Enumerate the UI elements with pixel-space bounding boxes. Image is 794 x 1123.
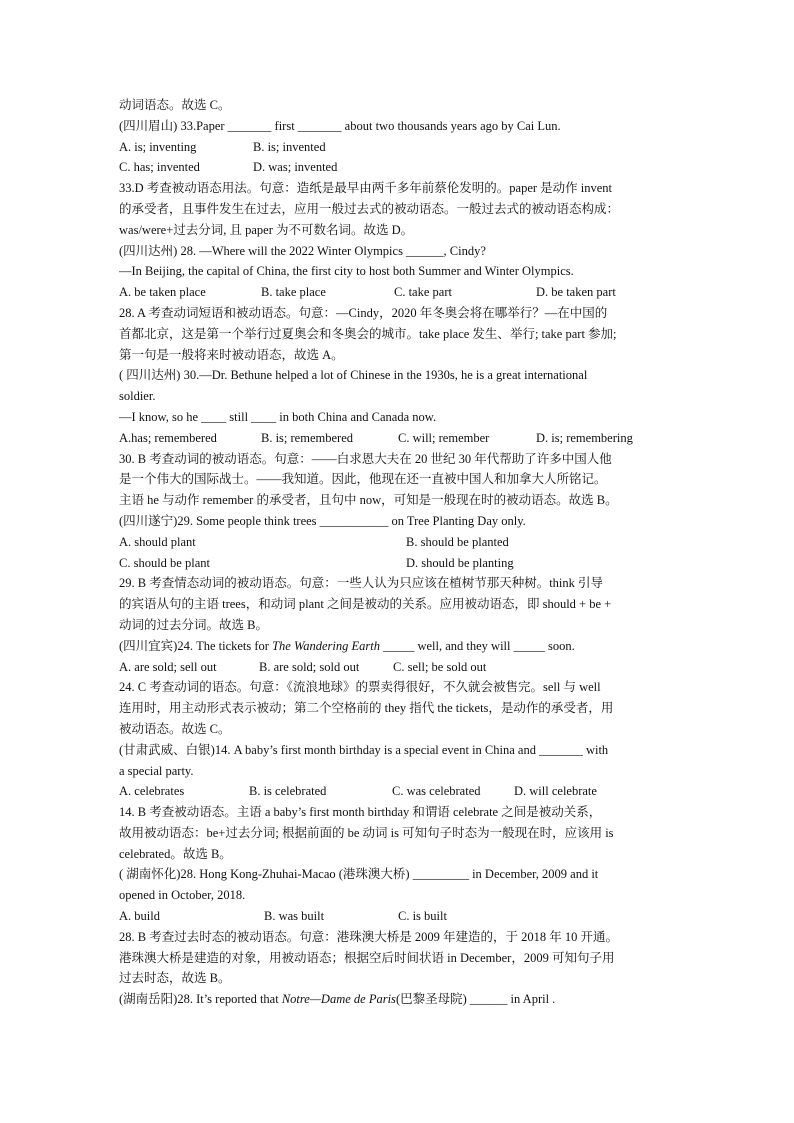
option-choice: D. be taken part xyxy=(536,285,616,300)
text-line: opened in October, 2018. xyxy=(119,888,246,903)
option-choice: D. is; remembering xyxy=(536,430,633,445)
option-choice: B. are sold; sold out xyxy=(259,659,360,674)
option-choice: C. has; invented xyxy=(119,160,200,175)
document-body xyxy=(119,95,679,1010)
option-choice: D. will celebrate xyxy=(514,784,597,799)
option-choice: C. should be plant xyxy=(119,555,210,570)
text-line: 港珠澳大桥是建造的对象，用被动语态；根据空后时间状语 in December，2009 可知句子用 xyxy=(119,950,615,965)
options-row xyxy=(119,157,679,178)
option-choice: B. was built xyxy=(264,909,325,924)
text-line: (四川遂宁)29. Some people think trees ___________ on Tree Planting Day only. xyxy=(119,513,526,528)
text-line: 33.D 考查被动语态用法。句意：造纸是最早由两千多年前蔡伦发明的。paper 是动作 invent xyxy=(119,181,613,196)
text-line: a special party. xyxy=(119,763,194,778)
option-choice: A. should plant xyxy=(119,534,196,549)
text-line: 第一句是一般将来时被动语态，故选 A。 xyxy=(119,347,344,362)
text-line: (四川眉山) 33.Paper _______ first _______ about two thousands years ago by Cai Lun. xyxy=(119,118,561,133)
option-choice: A. are sold; sell out xyxy=(119,659,217,674)
text-line: 故用被动语态：be+过去分词; 根据前面的 be 动词 is 可知句子时态为一般现在时，应该用 is xyxy=(119,825,614,840)
option-choice: D. was; invented xyxy=(253,160,338,175)
option-choice: B. is; remembered xyxy=(261,430,353,445)
text-line: 是一个伟大的国际战士。——我知道。因此，他现在还一直被中国人和加拿大人所铭记。 xyxy=(119,472,607,487)
option-choice: C. take part xyxy=(394,285,452,300)
options-row xyxy=(119,781,679,802)
text-line: 14. B 考查被动语态。主语 a baby’s first month birthday 和谓语 celebrate 之间是被动关系， xyxy=(119,805,602,820)
question-line xyxy=(119,636,679,657)
text-line: 连用时，用主动形式表示被动；第二个空格前的 they 指代 the tickets，是动作的承受者，用 xyxy=(119,701,614,716)
text-line: was/were+过去分词, 且 paper 为不可数名词。故选 D。 xyxy=(119,222,414,237)
option-choice: D. should be planting xyxy=(406,555,514,570)
text-line: 的承受者，且事件发生在过去，应用一般过去式的被动语态。一般过去式的被动语态构成： xyxy=(119,201,620,216)
text-line: 动词语态。故选 C。 xyxy=(119,98,231,112)
text-run: (湖南岳阳)28. It’s reported that xyxy=(119,992,282,1007)
options-row xyxy=(119,137,679,158)
options-row xyxy=(119,532,679,553)
text-line: 28. A 考查动词短语和被动语态。句意：—Cindy，2020 年冬奥会将在哪举行？—在中国的 xyxy=(119,305,608,320)
option-choice: C. was celebrated xyxy=(392,784,481,799)
text-run: (四川宜宾)24. The tickets for xyxy=(119,638,273,653)
options-row xyxy=(119,553,679,574)
text-line: 动词的过去分词。故选 B。 xyxy=(119,617,268,632)
option-choice: A.has; remembered xyxy=(119,430,217,445)
option-choice: A. celebrates xyxy=(119,784,185,799)
text-line: —In Beijing, the capital of China, the first city to host both Summer and Winter Olympics. xyxy=(119,264,574,279)
text-run: (巴黎圣母院) ______ in April . xyxy=(395,992,556,1007)
text-line: 29. B 考查情态动词的被动语态。句意：一些人认为只应该在植树节那天种树。think 引导 xyxy=(119,576,604,591)
text-line: 28. B 考查过去时态的被动语态。句意：港珠澳大桥是 2009 年建造的，于 2018 年 10 开通。 xyxy=(119,929,618,944)
option-choice: B. is celebrated xyxy=(249,784,327,799)
italic-title: Notre—Dame de Paris xyxy=(281,992,396,1007)
option-choice: A. be taken place xyxy=(119,285,206,300)
text-line: celebrated。故选 B。 xyxy=(119,846,232,861)
text-line: (甘肃武威、白银)14. A baby’s first month birthday is a special event in China and _______ with xyxy=(119,742,609,757)
italic-title: The Wandering Earth xyxy=(272,638,380,653)
option-choice: B. should be planted xyxy=(406,534,509,549)
options-row xyxy=(119,428,679,449)
text-line: 的宾语从句的主语 trees，和动词 plant 之间是被动的关系。应用被动语态，即 should + be + xyxy=(119,597,612,612)
option-choice: C. sell; be sold out xyxy=(393,659,487,674)
text-run: _____ well, and they will _____ soon. xyxy=(379,638,575,653)
text-line: 24. C 考查动词的语态。句意：《流浪地球》的票卖得很好，不久就会被售完。sell 与 well xyxy=(119,680,601,695)
text-line: 被动语态。故选 C。 xyxy=(119,721,231,736)
text-line: 30. B 考查动词的被动语态。句意：——白求恩大夫在 20 世纪 30 年代帮助了许多中国人他 xyxy=(119,451,612,466)
option-choice: C. is built xyxy=(398,909,447,924)
text-line: (四川达州) 28. —Where will the 2022 Winter Olympics ______, Cindy? xyxy=(119,243,486,258)
option-choice: A. build xyxy=(119,909,160,924)
text-line: ( 湖南怀化)28. Hong Kong-Zhuhai-Macao (港珠澳大桥) _________ in December, 2009 and it xyxy=(119,867,599,882)
text-line: 主语 he 与动作 remember 的承受者，且句中 now，可知是一般现在时的被动语态。故选 B。 xyxy=(119,493,618,508)
option-choice: C. will; remember xyxy=(398,430,490,445)
options-row xyxy=(119,657,679,678)
text-line: 过去时态，故选 B。 xyxy=(119,971,231,986)
option-choice: B. take place xyxy=(261,285,326,300)
options-row xyxy=(119,906,679,927)
text-line: soldier. xyxy=(119,389,156,404)
options-row xyxy=(119,282,679,303)
text-line: 首都北京，这是第一个举行过夏奥会和冬奥会的城市。take place 发生、举行; take part 参加; xyxy=(119,326,617,341)
question-line xyxy=(119,989,679,1010)
option-choice: A. is; inventing xyxy=(119,139,197,154)
option-choice: B. is; invented xyxy=(253,139,326,154)
text-line: —I know, so he ____ still ____ in both China and Canada now. xyxy=(119,409,437,424)
text-line: ( 四川达州) 30.—Dr. Bethune helped a lot of Chinese in the 1930s, he is a great international xyxy=(119,368,588,383)
